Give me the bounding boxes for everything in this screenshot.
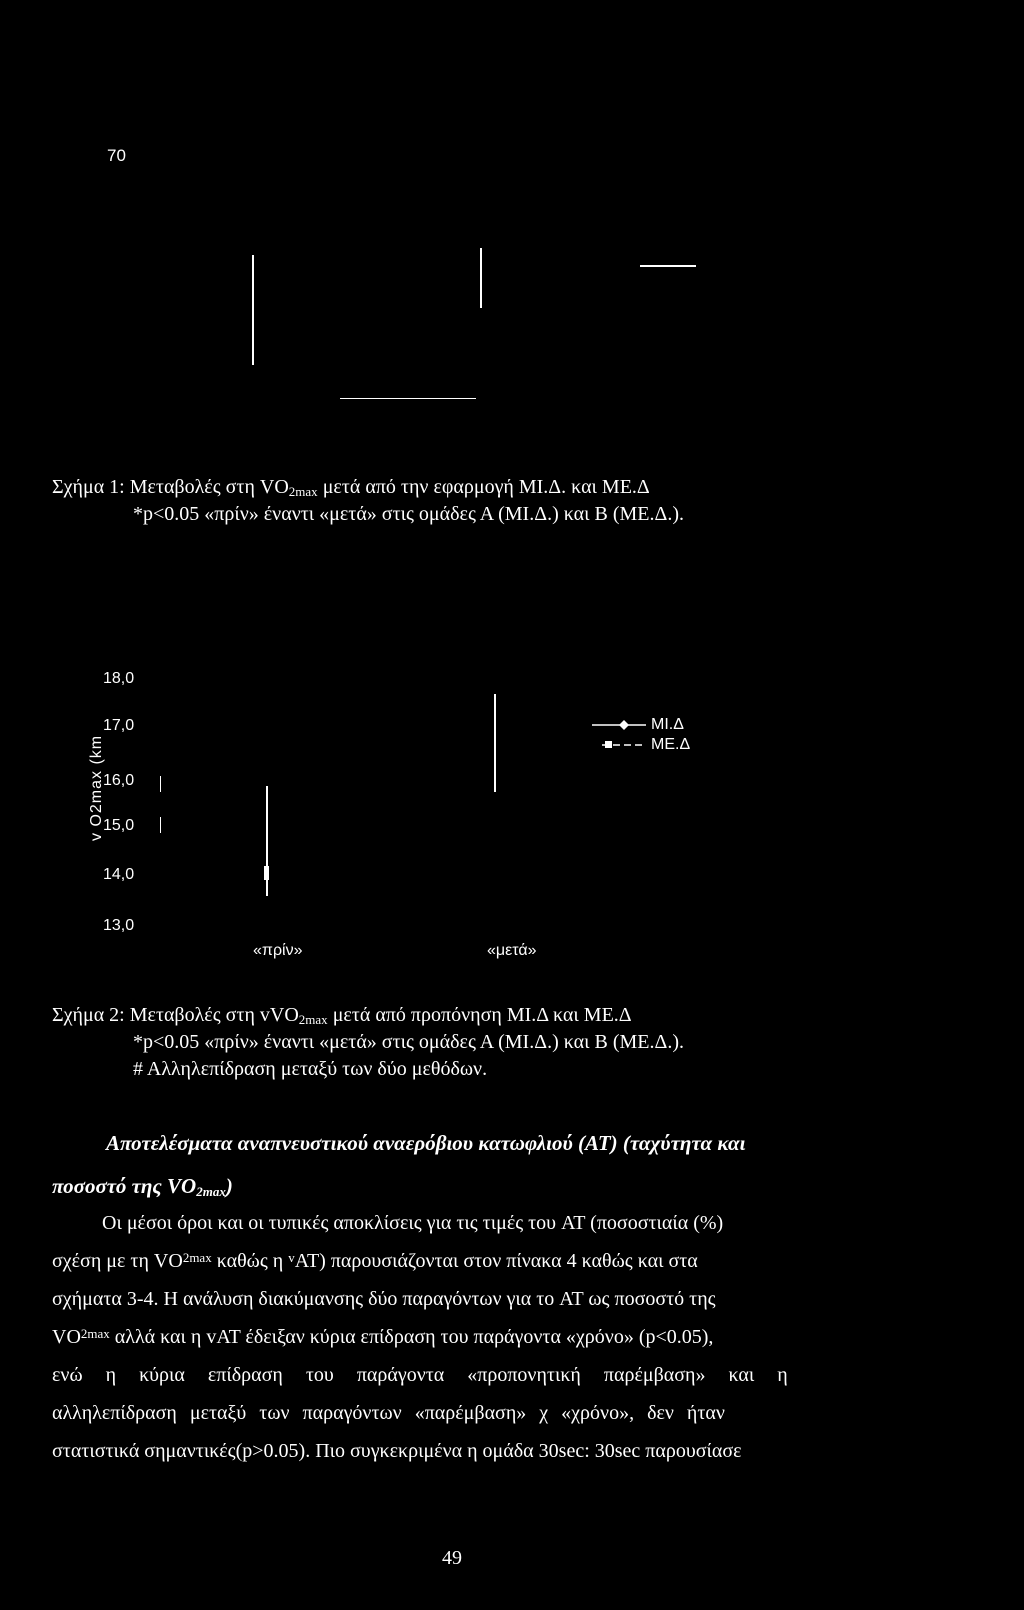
section-heading-line2: ποσοστό της $VO_{2max}$) (52, 1174, 233, 1199)
figure2-caption-line3: # Αλληλεπίδραση μεταξύ των δύο μεθόδων. (133, 1058, 488, 1080)
paragraph-line: ενώ η κύρια επίδραση του παράγοντα «προπονητική παρέμβαση» και η (52, 1364, 788, 1386)
error-bar-after (494, 694, 496, 792)
x-category-label: «μετά» (487, 942, 537, 959)
figure1-caption-line1: Σχήμα 1: Μεταβολές στη $VO_{2max}$ μετά από την εφαρμογή ΜΙ.Δ. και ΜΕ.Δ (52, 476, 650, 499)
figure1-bar-line (480, 248, 482, 308)
legend-markers (590, 715, 650, 755)
paragraph-line: σχήματα 3-4. Η ανάλυση διακύμανσης δύο παραγόντων για το AT ως ποσοστό της (52, 1288, 716, 1310)
figure2-caption-line2: *p<0.05 «πρίν» έναντι «μετά» στις ομάδες Α (ΜΙ.Δ.) και Β (ΜΕ.Δ.). (133, 1031, 685, 1053)
axis-fragment (160, 817, 161, 833)
y-tick-label: 15,0 (103, 817, 135, 834)
y-tick-label: 13,0 (103, 917, 135, 934)
paragraph-line: αλληλεπίδραση μεταξύ των παραγόντων «παρέμβαση» χ «χρόνο», δεν ήταν (52, 1402, 725, 1424)
body-paragraph (52, 1212, 913, 1522)
diamond-marker-icon (619, 720, 629, 730)
y-tick-label: 17,0 (103, 717, 135, 734)
figure1-caption (52, 475, 684, 529)
section-heading-line1: Αποτελέσματα αναπνευστικού αναερόβιου κατωφλιού (AT) (ταχύτητα και (106, 1131, 746, 1155)
square-marker-icon (605, 741, 612, 748)
figure1-caption-line2: *p<0.05 «πρίν» έναντι «μετά» στις ομάδες Α (ΜΙ.Δ.) και Β (ΜΕ.Δ.). (133, 503, 685, 525)
figure2-caption (52, 1003, 684, 1084)
paragraph-line: VO 2max αλλά και η vAT έδειξαν κύρια επίδραση του παράγοντα «χρόνο» (p<0.05), (52, 1326, 714, 1348)
y-tick-label: 16,0 (103, 772, 135, 789)
y-axis-label: v O2max (km (88, 734, 105, 841)
figure1-legend-line (640, 265, 696, 267)
figure2-caption-line1: Σχήμα 2: Μεταβολές στη vVO$_{2max}$ μετά από προπόνηση ΜΙ.Δ και ΜΕ.Δ (52, 1004, 632, 1027)
paragraph-line: στατιστικά σημαντικές(p>0.05). Πιο συγκεκριμένα η ομάδα 30sec: 30sec παρουσίασε (52, 1440, 742, 1462)
paragraph-line: σχέση με τη VO 2max καθώς η v AT) παρουσιάζονται στον πίνακα 4 καθώς και στα (52, 1250, 698, 1272)
paragraph-line: Οι μέσοι όροι και οι τυπικές αποκλίσεις για τις τιμές του AT (ποσοστιαία (%) (102, 1212, 724, 1234)
page-number-bottom: 49 (442, 1547, 462, 1569)
error-bar-marker (264, 866, 269, 880)
figure1-axis-line (340, 398, 476, 399)
legend-label: ΜΕ.Δ (651, 736, 691, 753)
axis-fragment (160, 776, 161, 792)
x-category-label: «πρίν» (253, 942, 303, 959)
y-tick-label: 18,0 (103, 670, 135, 687)
y-tick-label: 14,0 (103, 866, 135, 883)
page-number-top: 70 (107, 146, 126, 165)
figure1-bar-line (252, 255, 254, 365)
legend-label: ΜΙ.Δ (651, 716, 684, 733)
